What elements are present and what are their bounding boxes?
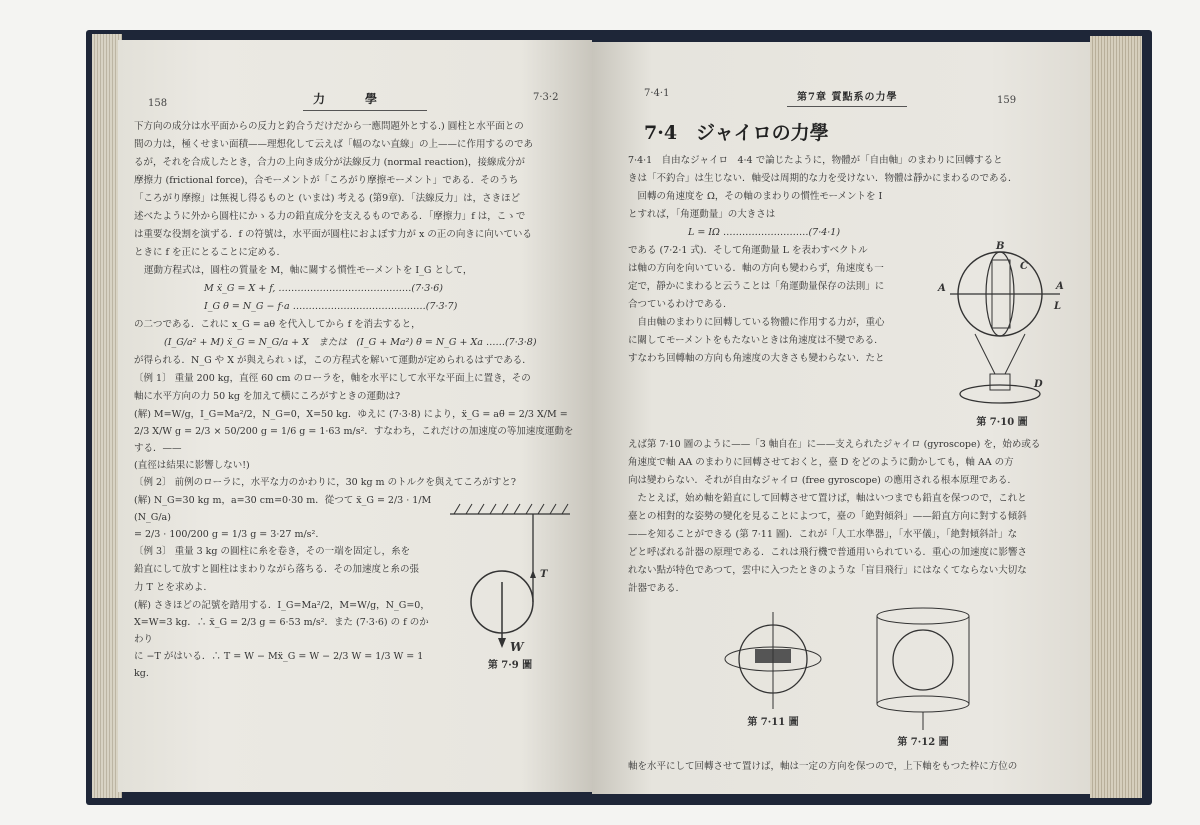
running-head: 力學 — [303, 90, 427, 111]
figure-7-9-drawing — [440, 492, 580, 657]
figure-label: A — [938, 283, 946, 294]
example-2: 〔例 2〕 前例のローラに，水平な力のかわりに，30 kg m のトルクを與えてころがすと? — [134, 477, 516, 488]
text-line: 下方向の成分は水平面からの反力と釣合うだけだから一應問題外とする.) 圓柱と水平面との — [134, 121, 524, 132]
equation-7-3-7: I_G θ̈ = N_G − f·a ……………………………………(7·3·7) — [204, 301, 458, 312]
text-line: れない點が特色であつて，雲中に入つたときのような「盲目飛行」にはなくてならない大切な — [628, 565, 1027, 576]
text-line: どと呼ばれる計器の原理である．これは飛行機で普通用いられている．重心の加速度に影響さ — [628, 547, 1028, 558]
figure-7-9 — [440, 492, 580, 675]
eq-after: の二つである．これに x_G = aθ を代入してから f を消去すると， — [134, 319, 421, 330]
text-line: 自由軸のまわりに回轉している物體に作用する力が，重心 — [628, 317, 885, 328]
text-line: 述べたように外から圓柱にかゝる力の鉛直成分を支えるものである．「摩擦力」f は，こゝで — [134, 211, 526, 222]
text-line: たとえば，始め軸を鉛直にして回轉させて置けば，軸はいつまでも鉛直を保つので，これと — [628, 493, 1027, 504]
equation-7-4-1: L = IΩ ………………………(7·4·1) — [688, 227, 841, 238]
text-line: すなわち回轉軸の方向も角速度の大きさも變わらない．たと — [628, 353, 885, 364]
figure-7-11 — [723, 604, 823, 752]
text-line: 間の力は，極くせまい面積——理想化して云えば「幅のない直線」の上——に作用するのであ — [134, 139, 534, 150]
figure-7-11-caption: 第 7·11 圖 — [747, 717, 799, 728]
label-W: W — [510, 640, 524, 654]
paragraph-1 — [134, 118, 580, 262]
text-line: は重要な役割を演ずる．f の符號は，水平面が圓柱におよぼす力が x の正の向きに向いている — [134, 229, 532, 240]
text-line: 定で，靜かにまわると云うことは「角運動量保存の法則」に — [628, 281, 885, 292]
figures-row — [628, 604, 1068, 752]
figure-label: B — [996, 241, 1005, 252]
text-line: 合つているわけである. — [628, 299, 727, 310]
text-line: は軸の方向を向いている．軸の方向も變わらず，角速度も一 — [628, 263, 884, 274]
text-line: X=W=3 kg．∴ ẍ_G = 2/3 g = 6·53 m/s²．また (7·3·6) の f のかわり — [134, 617, 429, 645]
figure-label: C — [1020, 261, 1028, 272]
figure-7-9-caption: 第 7·9 圖 — [487, 660, 533, 671]
section-ref: 7·4·1 — [644, 88, 670, 99]
left-page-text — [134, 118, 580, 682]
equation-7-3-6: M ẍ_G = X + f, ……………………………………(7·3·6) — [204, 283, 444, 294]
figure-7-10-caption: 第 7·10 圖 — [976, 417, 1028, 428]
text-line: えば第 7·10 圖のように——「3 軸自在」に——支えられたジャイロ (gyroscope) を，始め或る — [628, 439, 1041, 450]
text-line: きは「不釣合」は生じない．軸受は周期的な力を受けない．物體は靜かにまわるのである． — [628, 173, 1018, 184]
figure-7-12-drawing — [873, 604, 973, 734]
right-page — [592, 42, 1090, 794]
text-line: ときに f を正にとることに定める. — [134, 247, 280, 258]
figure-label: D — [1034, 379, 1043, 390]
example-1 — [134, 370, 580, 406]
left-page — [118, 40, 592, 792]
text-line: である (7·2·1 式)．そして角運動量 L を表わすベクトル — [628, 245, 868, 256]
text-line: 角速度で軸 AA のまわりに回轉させておくと，臺 D をどのように動かしても，軸 AA の方 — [628, 457, 1014, 468]
text-line: (直徑は結果に影響しない!) — [134, 460, 250, 471]
running-head: 第7章 質點系の力學 — [787, 88, 907, 107]
text-line: 摩擦力 (frictional force)，合モーメントが「ころがり摩擦モーメント」である．そのうち — [134, 175, 519, 186]
text-line: とすれば，「角運動量」の大きさは — [628, 209, 776, 220]
paragraph-intro — [628, 152, 1068, 224]
section-title: 7·4 ジャイロの力學 — [644, 122, 829, 144]
text-line: に −T がはいる．∴ T = W − Mẍ_G = W − 2/3 W = 1/3 W = 1 kg. — [134, 651, 424, 679]
figure-7-10 — [936, 224, 1068, 432]
text-line: 〔例 1〕 重量 200 kg，直徑 60 cm のローラを，軸を水平にして水平な平面上に置き，その — [134, 373, 531, 384]
paragraph-3 — [628, 436, 1068, 598]
text-line: 回轉の角速度を Ω，その軸のまわりの慣性モーメントを I — [628, 191, 883, 202]
motion-intro: 運動方程式は，圓柱の質量を M，軸に關する慣性モーメントを I_G として， — [144, 265, 473, 276]
text-line: 向は變わらない．それが自由なジャイロ (free gyroscope) の應用される根本原理である. — [628, 475, 1011, 486]
text-line: に關してモーメントをもたないときは角速度は不變である. — [628, 335, 878, 346]
text-line: 「ころがり摩擦」は無視し得るものと (いまは) 考える (第9章)．「法線反力」は，さきほど — [134, 193, 521, 204]
text-line: (解) M=W/g，I_G=Ma²/2，N_G=0，X=50 kg．ゆえに (7·3·8) により，ẍ_G = aθ̈ = 2/3 X/M = — [134, 409, 568, 420]
text-line: (解) N_G=30 kg m，a=30 cm=0·30 m．從つて ẍ_G = 2/3 · 1/M (N_G/a) — [134, 495, 432, 523]
text-line: 軸に水平方向の力 50 kg を加えて横にころがすときの運動は? — [134, 391, 401, 402]
section-ref: 7·3·2 — [533, 92, 559, 103]
page-number: 158 — [148, 98, 168, 109]
text-line: 臺との相對的な姿勢の變化を見ることによつて，臺の「絶對傾斜」——鉛直方向に對する傾斜 — [628, 511, 1027, 522]
example-1-solution — [134, 406, 580, 474]
page-number: 159 — [997, 95, 1017, 106]
figure-label: L — [1054, 301, 1062, 312]
label-T: T — [540, 569, 548, 580]
figure-7-11-drawing — [723, 604, 823, 714]
eq3-after: が得られる．N_G や X が與えられゝば，この方程式を解いて運動が定められるはずである． — [134, 355, 532, 366]
equation-7-3-8: (I_G/a² + M) ẍ_G = N_G/a + X または (I_G + Ma²) θ̈ = N_G + Xa ……(7·3·8) — [164, 337, 537, 348]
right-page-text — [628, 118, 1068, 776]
text-line: ——を知ることができる (第 7·11 圖)．これが「人工水準器」，「水平儀」，「絶對傾斜計」な — [628, 529, 1018, 540]
text-line: 7·4·1 自由なジャイロ 4·4 で論じたように，物體が「自由軸」のまわりに回轉すると — [628, 155, 1003, 166]
figure-7-12-caption: 第 7·12 圖 — [897, 737, 949, 748]
last-line: 軸を水平にして回轉させて置けば，軸は一定の方向を保つので，上下軸をもつた枠に方位の — [628, 761, 1018, 772]
text-line: 〔例 3〕 重量 3 kg の圓柱に糸を卷き，その一端を固定し，糸を — [134, 546, 411, 557]
figure-7-12 — [873, 604, 973, 752]
text-line: るが，それを合成したとき，合力の上向き成分が法線反力 (normal reaction)，接線成分が — [134, 157, 526, 168]
text-line: (解) さきほどの記號を踏用する．I_G=Ma²/2，M=W/g，N_G=0， — [134, 600, 430, 611]
text-line: 鉛直にして放すと圓柱はまわりながら落ちる．その加速度と糸の張 — [134, 564, 420, 575]
text-line: = 2/3 · 100/200 g = 1/3 g = 3·27 m/s². — [134, 529, 319, 540]
figure-label: A — [1056, 281, 1064, 292]
text-line: 計器である. — [628, 583, 679, 594]
text-line: 2/3 X/W g = 2/3 × 50/200 g = 1/6 g = 1·63 m/s²．すなわち，これだけの加速度の等加速度運動をする．—— — [134, 426, 574, 454]
text-line: 力 T とを求めよ. — [134, 582, 207, 593]
page-edges-right — [1090, 36, 1142, 798]
